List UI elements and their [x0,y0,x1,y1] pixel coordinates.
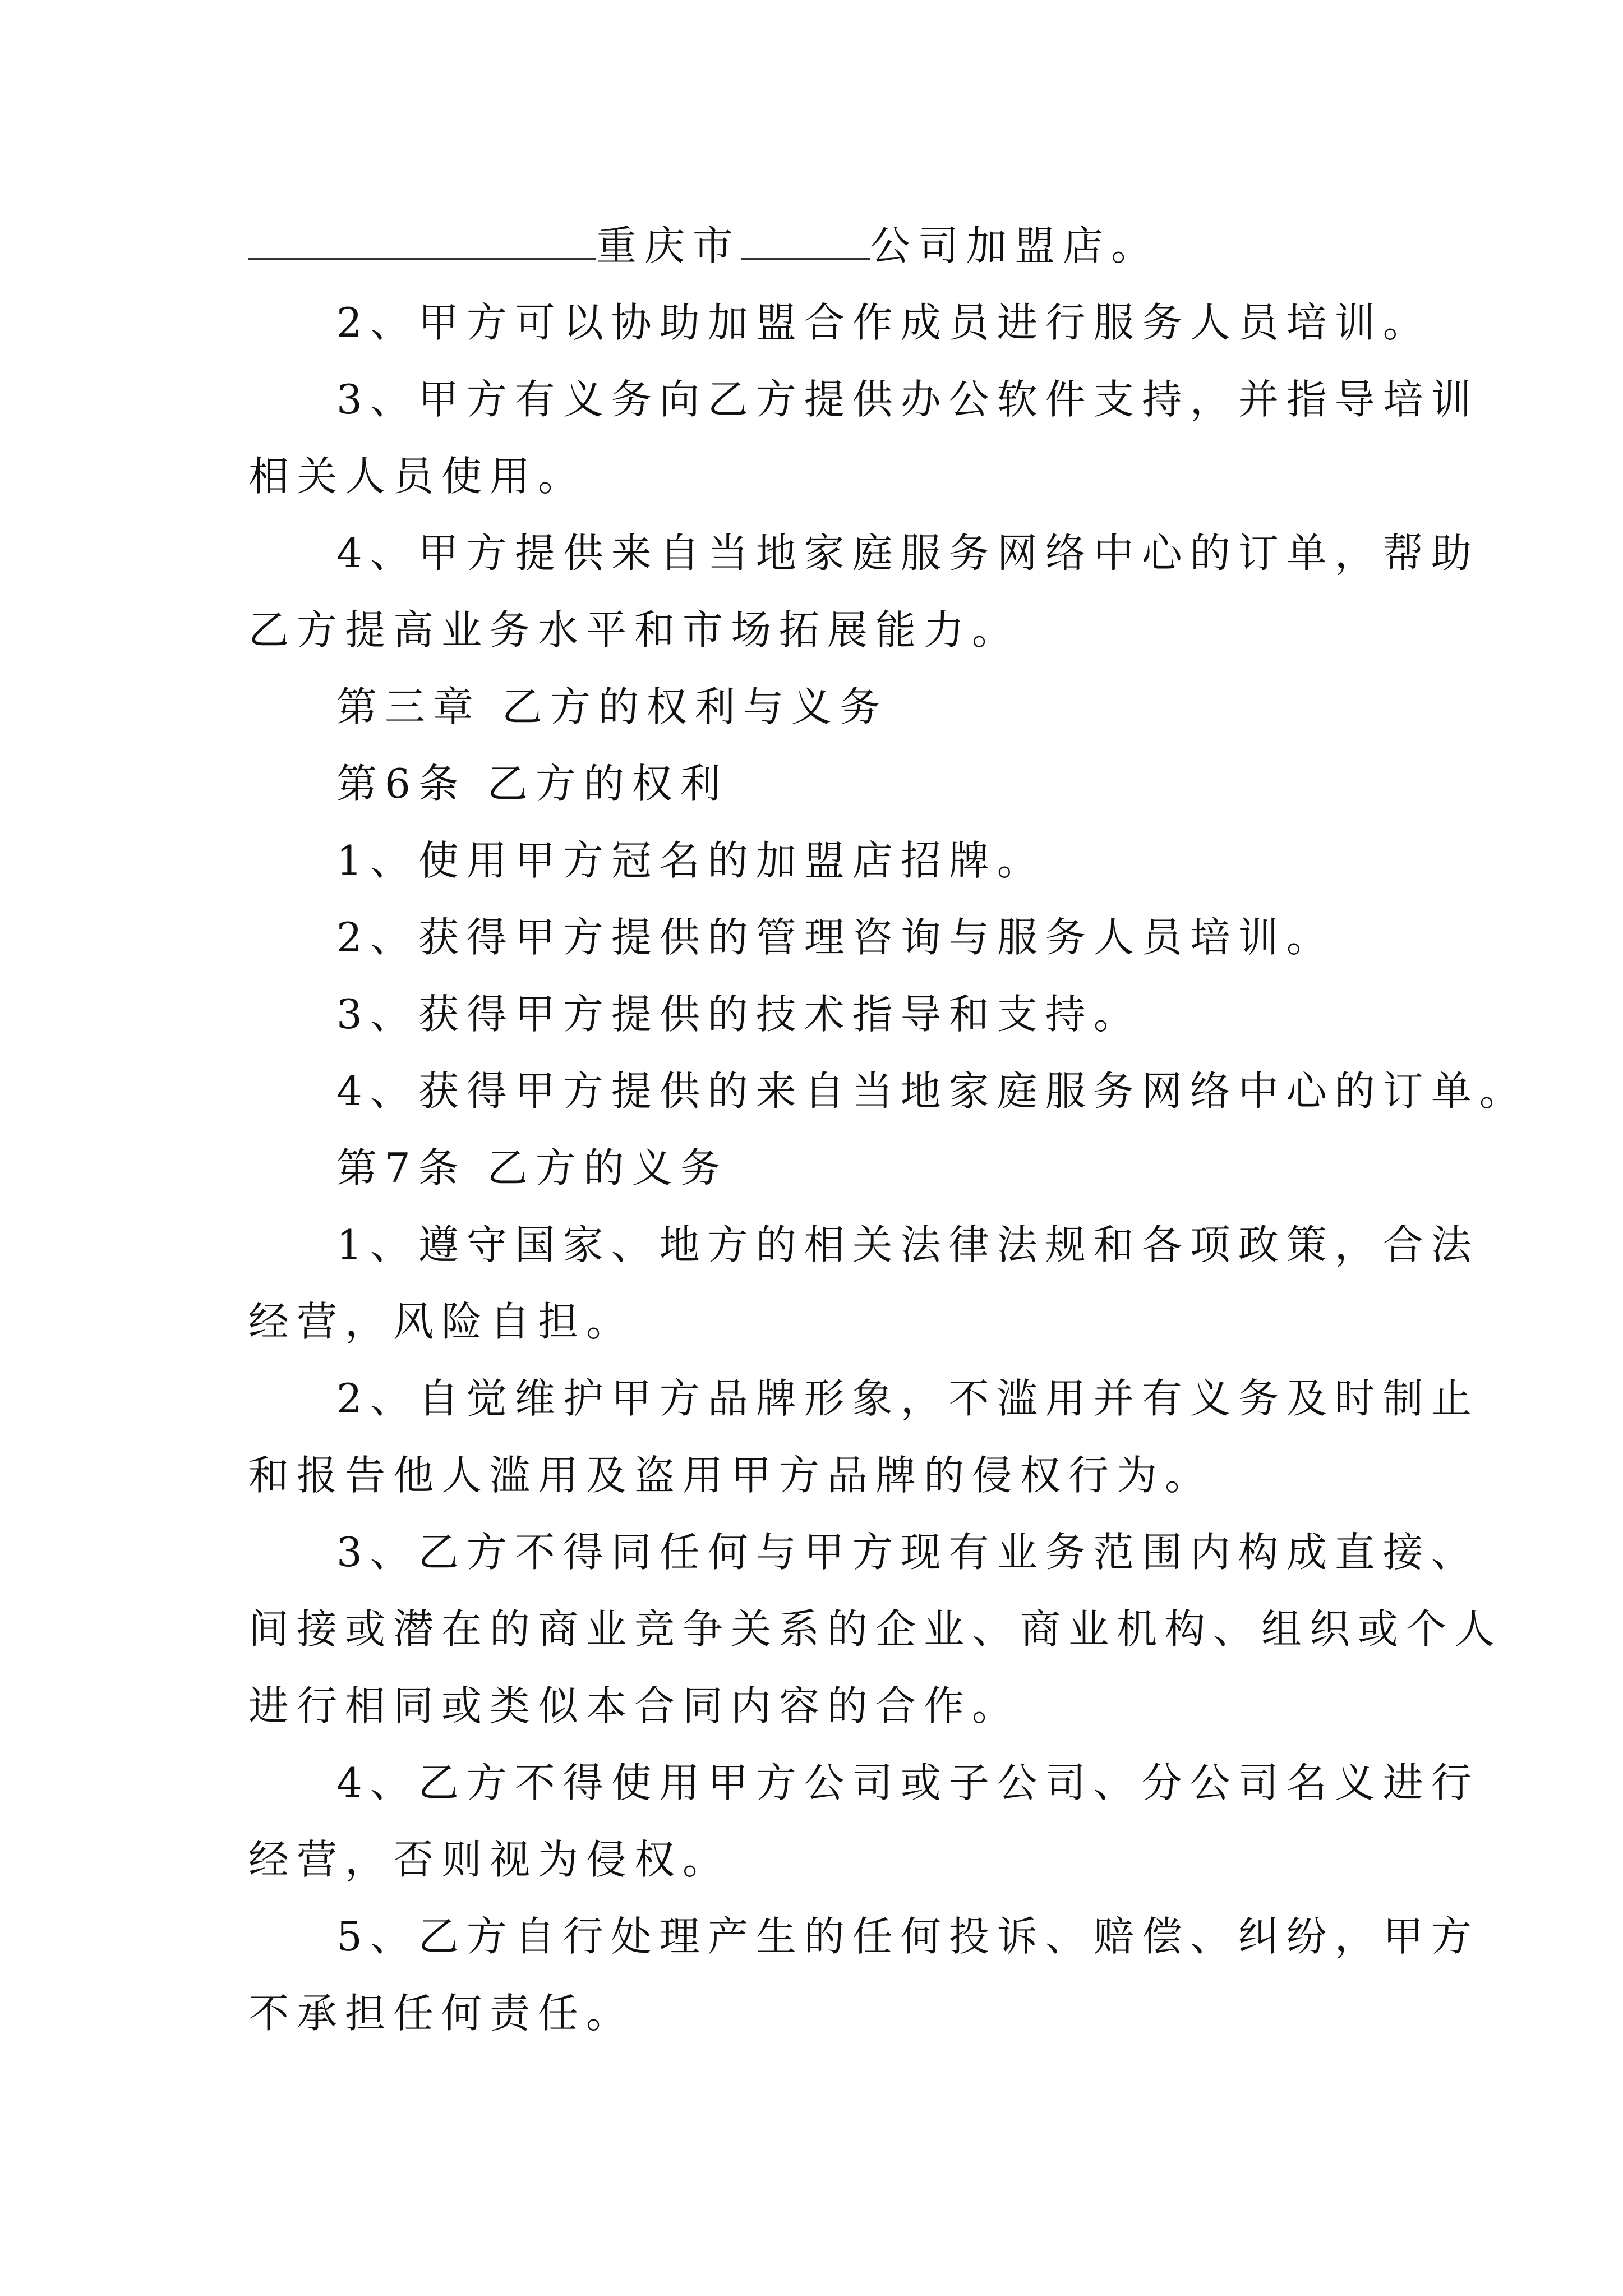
franchisor-item-3: 3、甲方有义务向乙方提供办公软件支持，并指导培训 [336,376,1479,423]
article-7-item-2: 2、自觉维护甲方品牌形象，不滥用并有义务及时制止 [336,1375,1479,1422]
blank-field [248,219,596,260]
franchisor-item-4: 4、甲方提供来自当地家庭服务网络中心的订单，帮助 [336,530,1479,577]
article-7-item-3-cont: 间接或潜在的商业竞争关系的企业、商业机构、组织或个人 [248,1605,1503,1653]
article-6-item-4: 4、获得甲方提供的来自当地家庭服务网络中心的订单。 [336,1068,1528,1115]
article-6-item-1: 1、使用甲方冠名的加盟店招牌。 [336,837,1045,884]
company-store-text: 公司加盟店。 [870,222,1160,269]
article-6-item-3: 3、获得甲方提供的技术指导和支持。 [336,991,1142,1038]
document-body [248,208,1528,2052]
franchise-store-name-line [248,208,1393,284]
article-7-item-5-cont: 不承担任何责任。 [248,1990,635,2037]
article-7-item-4: 4、乙方不得使用甲方公司或子公司、分公司名义进行 [336,1759,1479,1806]
article-7-item-3: 3、乙方不得同任何与甲方现有业务范围内构成直接、 [336,1529,1479,1576]
article-7-item-1-cont: 经营，风险自担。 [248,1298,635,1345]
article-7-item-1: 1、遵守国家、地方的相关法律法规和各项政策，合法 [336,1221,1479,1268]
franchisor-item-2: 2、甲方可以协助加盟合作成员进行服务人员培训。 [336,299,1431,346]
article-7-title: 第7条 乙方的义务 [336,1144,728,1191]
city-text: 重庆市 [596,222,741,269]
franchisor-item-4-cont: 乙方提高业务水平和市场拓展能力。 [248,606,1021,654]
blank-field [741,219,870,260]
article-6-title: 第6条 乙方的权利 [336,760,728,807]
article-7-item-4-cont: 经营，否则视为侵权。 [248,1836,731,1883]
article-7-item-5: 5、乙方自行处理产生的任何投诉、赔偿、纠纷，甲方 [336,1913,1479,1960]
article-7-item-2-cont: 和报告他人滥用及盗用甲方品牌的侵权行为。 [248,1452,1214,1499]
article-6-item-2: 2、获得甲方提供的管理咨询与服务人员培训。 [336,914,1335,961]
chapter-3-title: 第三章 乙方的权利与义务 [336,683,888,730]
article-7-item-3-cont: 进行相同或类似本合同内容的合作。 [248,1682,1021,1729]
franchisor-item-3-cont: 相关人员使用。 [248,453,587,500]
